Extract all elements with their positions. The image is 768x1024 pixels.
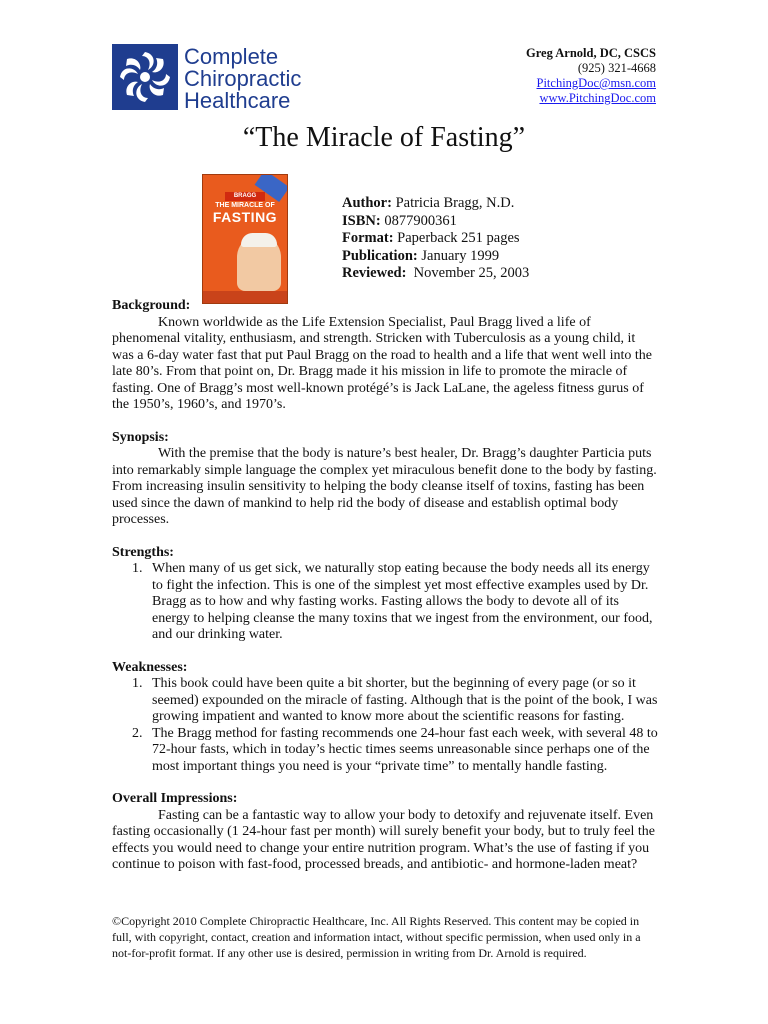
review-body bbox=[112, 298, 660, 890]
contact-website-link[interactable]: www.PitchingDoc.com bbox=[539, 91, 656, 105]
contact-phone: (925) 321-4668 bbox=[577, 61, 656, 75]
spiral-logo-icon bbox=[112, 44, 178, 110]
reviewed-value: November 25, 2003 bbox=[413, 265, 530, 281]
copyright-footer: ©Copyright 2010 Complete Chiropractic Healthcare, Inc. All Rights Reserved. This content may be copied in full, with copyright, contact, creation and information intact, without specific permission, when used only in a not-for-profit format. If any other use is desired, permission in writing from Dr. Arnold is required. bbox=[112, 914, 641, 960]
impressions-heading: Overall Impressions: bbox=[112, 791, 238, 806]
publication-row: Publication: January 1999 bbox=[342, 247, 500, 264]
contact-name: Greg Arnold, DC, CSCS bbox=[526, 46, 656, 60]
publication-value: January 1999 bbox=[421, 247, 500, 264]
strengths-list bbox=[112, 561, 660, 644]
background-section bbox=[112, 298, 660, 414]
contact-email-link[interactable]: PitchingDoc@msn.com bbox=[536, 76, 656, 90]
logo-line-1: Complete bbox=[184, 44, 279, 69]
list-item: 1. This book could have been quite a bit shorter, but the beginning of every page (or so it seemed) expounded on the miracle of fasting. Although that is the point of the book, I was growing impatient and wanted to know more about the scientific reasons for fasting. bbox=[146, 676, 660, 726]
synopsis-section bbox=[112, 430, 660, 529]
isbn-row: ISBN: 0877900361 bbox=[342, 212, 457, 229]
background-heading: Background: bbox=[112, 298, 191, 313]
book-info bbox=[342, 195, 529, 283]
format-value: Paperback 251 pages bbox=[397, 230, 520, 246]
background-text: Known worldwide as the Life Extension Specialist, Paul Bragg lived a life of phenomenal vitality, enthusiasm, and strength. Stricken with Tuberculosis as a young child, it was a 6-day water fast that put Paul Bragg on the road to health and a life that went well into the late 80’s. From that point on, Dr. Bragg made it his mission in life to promote the miracle of fasting. One of Bragg’s most well-known protégé’s is Jack LaLane, the ageless fitness gurus of the 1950’s, 1960’s, and 1970’s. bbox=[112, 314, 653, 412]
reviewed-row: Reviewed: November 25, 2003 bbox=[342, 265, 530, 281]
logo-line-2: Chiropractic bbox=[184, 66, 302, 91]
weaknesses-list bbox=[112, 676, 660, 775]
impressions-section bbox=[112, 791, 660, 874]
synopsis-heading: Synopsis: bbox=[112, 429, 169, 445]
weaknesses-heading: Weaknesses: bbox=[112, 659, 188, 675]
author-value: Patricia Bragg, N.D. bbox=[395, 195, 515, 211]
list-item: 1. When many of us get sick, we naturally stop eating because the body needs all its energy to fight the infection. This is one of the simplest yet most effective examples used by Dr. Bragg as to how and why fasting works. Fasting allows the body to devote all of its energy to helping cleanse the many toxins that we ingest from the environment, our food, and our drinking water. bbox=[146, 561, 660, 644]
impressions-text: Fasting can be a fantastic way to allow your body to detoxify and rejuvenate itself. Even fasting occasionally (1 24-hour fast per month) will surely benefit your body, but to truly feel the effects you would need to change your entire nutrition program. What’s the use of fasting if you continue to poison with fast-food, processed breads, and antibiotic- and hormone-laden meat? bbox=[112, 807, 656, 872]
strengths-section bbox=[112, 545, 660, 644]
synopsis-text: With the premise that the body is nature’s best healer, Dr. Bragg’s daughter Particia puts into remarkably simple language the complex yet miraculous benefit done to the body by fasting. From increasing insulin sensitivity to helping the body cleanse itself of toxins, fasting has been used since the dawn of mankind to help rid the body of disease and establish optimal body processes. bbox=[112, 446, 657, 527]
weaknesses-section bbox=[112, 660, 660, 776]
book-cover-image bbox=[202, 174, 288, 304]
author-row: Author: Patricia Bragg, N.D. bbox=[342, 195, 515, 211]
list-item: 2. The Bragg method for fasting recommends one 24-hour fast each week, with several 48 to 72-hour fasts, which in today’s hectic times seems unreasonable since perhaps one of the most important things you need is your “private time” to mentally handle fasting. bbox=[146, 726, 660, 776]
cover-title-line-2: FASTING bbox=[212, 209, 278, 225]
page-title: “The Miracle of Fasting” bbox=[242, 122, 526, 153]
company-logo bbox=[112, 44, 322, 120]
strengths-heading: Strengths: bbox=[112, 544, 174, 560]
contact-block bbox=[526, 46, 656, 106]
logo-line-3: Healthcare bbox=[184, 88, 291, 113]
format-row: Format: Paperback 251 pages bbox=[342, 230, 520, 246]
isbn-value: 0877900361 bbox=[384, 212, 457, 229]
cover-portrait-hair bbox=[241, 233, 277, 247]
cover-brand: BRAGG bbox=[225, 192, 265, 201]
cover-title-line-1: THE MIRACLE OF bbox=[215, 202, 275, 209]
